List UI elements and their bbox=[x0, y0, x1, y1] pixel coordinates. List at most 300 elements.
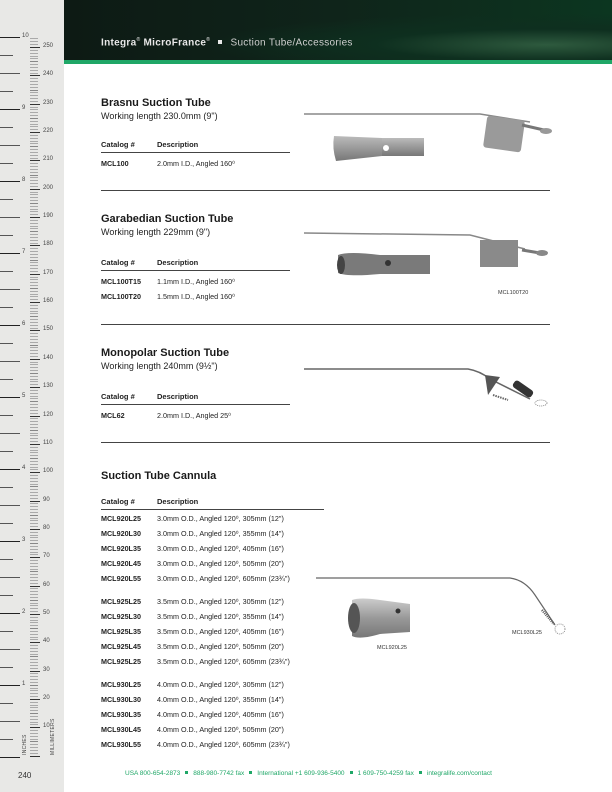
mm-tick bbox=[30, 311, 38, 312]
image-caption: MCL920L25 bbox=[377, 645, 407, 651]
table-row: MCL62 2.0mm I.D., Angled 25⁰ bbox=[101, 411, 231, 420]
inch-tick bbox=[0, 361, 20, 362]
inch-tick bbox=[0, 73, 20, 74]
table-row: MCL925L30 3.5mm O.D., Angled 120⁰, 355mm (14") bbox=[101, 612, 284, 621]
table-row: MCL925L25 3.5mm O.D., Angled 120⁰, 305mm (12") bbox=[101, 597, 284, 606]
mm-tick bbox=[30, 223, 38, 224]
mm-tick bbox=[30, 546, 38, 547]
mm-label: 240 bbox=[43, 71, 54, 78]
table-row: MCL920L45 3.0mm O.D., Angled 120⁰, 505mm (20") bbox=[101, 559, 284, 568]
mm-tick bbox=[30, 279, 38, 280]
mm-tick bbox=[30, 390, 38, 391]
cannula-heading bbox=[101, 470, 216, 482]
table-row: MCL930L35 4.0mm O.D., Angled 120⁰, 405mm (16") bbox=[101, 710, 284, 719]
mm-tick bbox=[30, 160, 40, 161]
mm-label: 250 bbox=[43, 43, 54, 49]
mm-tick bbox=[30, 518, 38, 519]
inch-tick bbox=[0, 289, 20, 290]
inches-label: INCHES bbox=[22, 734, 28, 755]
mm-tick bbox=[30, 398, 38, 399]
mm-tick bbox=[30, 444, 40, 445]
inch-tick bbox=[0, 217, 20, 218]
inch-label: 3 bbox=[22, 537, 26, 543]
inch-tick bbox=[0, 757, 20, 758]
mm-tick bbox=[30, 591, 38, 592]
mm-tick bbox=[30, 673, 38, 674]
mm-tick bbox=[30, 245, 40, 246]
mm-tick bbox=[30, 367, 38, 368]
mm-tick bbox=[30, 690, 38, 691]
mm-tick bbox=[30, 447, 38, 448]
mm-tick bbox=[30, 478, 38, 479]
inch-tick bbox=[0, 253, 20, 254]
mm-tick bbox=[30, 186, 38, 187]
mm-tick bbox=[30, 580, 38, 581]
mm-tick bbox=[30, 501, 40, 502]
mm-tick bbox=[30, 600, 38, 601]
mm-tick bbox=[30, 226, 38, 227]
mm-tick bbox=[30, 194, 38, 195]
mm-tick bbox=[30, 364, 38, 365]
mm-label: 40 bbox=[43, 638, 50, 645]
mm-label: 90 bbox=[43, 496, 50, 503]
mm-tick bbox=[30, 549, 38, 550]
mm-tick bbox=[30, 302, 40, 303]
mm-label: 120 bbox=[43, 411, 54, 418]
mm-tick bbox=[30, 489, 38, 490]
mm-tick bbox=[30, 214, 38, 215]
mm-tick bbox=[30, 333, 38, 334]
mm-tick bbox=[30, 458, 38, 459]
mm-tick bbox=[30, 146, 38, 147]
table-row: MCL920L25 3.0mm O.D., Angled 120⁰, 305mm (12") bbox=[101, 514, 284, 523]
header-section: Suction Tube/Accessories bbox=[230, 37, 353, 49]
mm-label: 190 bbox=[43, 213, 54, 220]
mm-tick bbox=[30, 373, 38, 374]
section-title: Monopolar Suction Tube bbox=[101, 347, 230, 359]
mm-tick bbox=[30, 47, 40, 48]
mm-tick bbox=[30, 421, 38, 422]
mm-tick bbox=[30, 92, 38, 93]
table-row: MCL920L35 3.0mm O.D., Angled 120⁰, 405mm (16") bbox=[101, 544, 284, 553]
mm-tick bbox=[30, 560, 38, 561]
inch-tick bbox=[0, 487, 13, 488]
table-row: MCL920L55 3.0mm O.D., Angled 120⁰, 605mm (23¾") bbox=[101, 574, 290, 583]
table-header: Catalog # Description bbox=[101, 392, 290, 405]
inch-tick bbox=[0, 325, 20, 326]
mm-tick bbox=[30, 554, 38, 555]
mm-tick bbox=[30, 571, 38, 572]
mm-tick bbox=[30, 682, 38, 683]
mm-tick bbox=[30, 614, 40, 615]
mm-tick bbox=[30, 668, 38, 669]
mm-tick bbox=[30, 588, 38, 589]
inch-label: 5 bbox=[22, 393, 26, 399]
mm-tick bbox=[30, 741, 38, 742]
mm-tick bbox=[30, 532, 38, 533]
mm-tick bbox=[30, 648, 38, 649]
mm-tick bbox=[30, 384, 38, 385]
mm-tick bbox=[30, 597, 38, 598]
table-row: MCL925L45 3.5mm O.D., Angled 120⁰, 505mm (20") bbox=[101, 642, 284, 651]
mm-tick bbox=[30, 291, 38, 292]
mm-tick bbox=[30, 679, 38, 680]
mm-tick bbox=[30, 566, 38, 567]
mm-tick bbox=[30, 78, 38, 79]
mm-tick bbox=[30, 730, 38, 731]
mm-tick bbox=[30, 262, 38, 263]
mm-tick bbox=[30, 724, 38, 725]
mm-tick bbox=[30, 129, 38, 130]
brasnu-heading bbox=[101, 97, 218, 121]
mm-tick bbox=[30, 101, 38, 102]
inch-label: 10 bbox=[22, 33, 29, 39]
mm-tick bbox=[30, 53, 38, 54]
mm-tick bbox=[30, 328, 38, 329]
mm-tick bbox=[30, 506, 38, 507]
inch-tick bbox=[0, 577, 20, 578]
brasnu-table bbox=[101, 140, 290, 171]
mm-tick bbox=[30, 631, 38, 632]
mm-tick bbox=[30, 710, 38, 711]
mm-tick bbox=[30, 569, 38, 570]
mm-tick bbox=[30, 401, 38, 402]
mm-tick bbox=[30, 727, 40, 728]
mm-tick bbox=[30, 87, 38, 88]
mm-tick bbox=[30, 435, 38, 436]
inch-tick bbox=[0, 127, 13, 128]
mm-tick bbox=[30, 288, 38, 289]
footer-usa-phone: USA 800-654-2873 bbox=[125, 770, 181, 777]
mm-tick bbox=[30, 540, 38, 541]
mm-tick bbox=[30, 529, 40, 530]
garabedian-tube-image bbox=[300, 225, 612, 295]
inch-tick bbox=[0, 685, 20, 686]
image-caption: MCL930L25 bbox=[512, 630, 542, 636]
monopolar-tube-image bbox=[290, 355, 590, 415]
section-title: Suction Tube Cannula bbox=[101, 470, 217, 482]
mm-tick bbox=[30, 308, 38, 309]
inch-tick bbox=[0, 415, 13, 416]
mm-tick bbox=[30, 362, 38, 363]
mm-label: 170 bbox=[43, 269, 54, 276]
monopolar-heading bbox=[101, 347, 229, 371]
mm-label: 160 bbox=[43, 298, 54, 305]
mm-tick bbox=[30, 75, 40, 76]
mm-tick bbox=[30, 138, 38, 139]
mm-tick bbox=[30, 84, 38, 85]
mm-tick bbox=[30, 461, 38, 462]
mm-tick bbox=[30, 294, 38, 295]
mm-tick bbox=[30, 543, 38, 544]
mm-tick bbox=[30, 662, 38, 663]
inch-label: 4 bbox=[22, 465, 26, 471]
mm-tick bbox=[30, 98, 38, 99]
mm-tick bbox=[30, 95, 38, 96]
mm-tick bbox=[30, 634, 38, 635]
mm-tick bbox=[30, 387, 40, 388]
mm-tick bbox=[30, 124, 38, 125]
inch-tick bbox=[0, 595, 13, 596]
mm-tick bbox=[30, 481, 38, 482]
mm-tick bbox=[30, 472, 40, 473]
mm-tick bbox=[30, 625, 38, 626]
mm-tick bbox=[30, 603, 38, 604]
mm-tick bbox=[30, 141, 38, 142]
mm-tick bbox=[30, 166, 38, 167]
inch-tick bbox=[0, 739, 13, 740]
inch-tick bbox=[0, 379, 13, 380]
mm-tick bbox=[30, 651, 38, 652]
mm-tick bbox=[30, 243, 38, 244]
mm-tick bbox=[30, 611, 38, 612]
mm-label: 140 bbox=[43, 354, 54, 361]
mm-label: 220 bbox=[43, 128, 54, 135]
mm-tick bbox=[30, 248, 38, 249]
section-subtitle: Working length 230.0mm (9") bbox=[101, 111, 218, 121]
mm-tick bbox=[30, 109, 38, 110]
mm-tick bbox=[30, 452, 38, 453]
mm-label: 130 bbox=[43, 383, 54, 390]
mm-tick bbox=[30, 671, 40, 672]
mm-tick bbox=[30, 206, 38, 207]
mm-tick bbox=[30, 381, 38, 382]
inch-tick bbox=[0, 721, 20, 722]
mm-label: 80 bbox=[43, 524, 50, 531]
mm-label: 60 bbox=[43, 581, 50, 588]
footer-fax: 888-980-7742 fax bbox=[193, 770, 245, 777]
mm-tick bbox=[30, 563, 38, 564]
mm-tick bbox=[30, 277, 38, 278]
mm-tick bbox=[30, 620, 38, 621]
section-title: Brasnu Suction Tube bbox=[101, 97, 211, 109]
mm-tick bbox=[30, 716, 38, 717]
mm-tick bbox=[30, 152, 38, 153]
table-row: MCL930L25 4.0mm O.D., Angled 120⁰, 305mm (12") bbox=[101, 680, 284, 689]
table-header: Catalog # Description bbox=[101, 497, 324, 510]
cannula-table bbox=[101, 497, 324, 752]
inch-label: 8 bbox=[22, 177, 26, 183]
mm-tick bbox=[30, 583, 38, 584]
mm-tick bbox=[30, 155, 38, 156]
mm-tick bbox=[30, 416, 40, 417]
mm-tick bbox=[30, 228, 38, 229]
inch-tick bbox=[0, 523, 13, 524]
inch-tick bbox=[0, 37, 20, 38]
table-header: Catalog # Description bbox=[101, 258, 290, 271]
mm-tick bbox=[30, 410, 38, 411]
header-accent-bar bbox=[64, 60, 612, 64]
mm-label: 110 bbox=[43, 439, 53, 446]
mm-tick bbox=[30, 450, 38, 451]
table-row: MCL930L55 4.0mm O.D., Angled 120⁰, 605mm (23¾") bbox=[101, 740, 290, 749]
mm-tick bbox=[30, 495, 38, 496]
mm-tick bbox=[30, 469, 38, 470]
mm-tick bbox=[30, 654, 38, 655]
inch-tick bbox=[0, 145, 20, 146]
inch-tick bbox=[0, 505, 20, 506]
mm-tick bbox=[30, 557, 40, 558]
mm-tick bbox=[30, 271, 38, 272]
mm-tick bbox=[30, 44, 38, 45]
mm-tick bbox=[30, 118, 38, 119]
mm-tick bbox=[30, 659, 38, 660]
mm-tick bbox=[30, 192, 38, 193]
mm-tick bbox=[30, 702, 38, 703]
mm-tick bbox=[30, 376, 38, 377]
mm-tick bbox=[30, 577, 38, 578]
mm-tick bbox=[30, 319, 38, 320]
mm-tick bbox=[30, 61, 38, 62]
mm-tick bbox=[30, 350, 38, 351]
inch-tick bbox=[0, 91, 13, 92]
inch-label: 1 bbox=[22, 681, 26, 687]
mm-tick bbox=[30, 183, 38, 184]
mm-tick bbox=[30, 305, 38, 306]
inch-tick bbox=[0, 433, 20, 434]
mm-tick bbox=[30, 628, 38, 629]
mm-label: 150 bbox=[43, 326, 54, 333]
section-subtitle: Working length 229mm (9") bbox=[101, 227, 211, 237]
mm-tick bbox=[30, 67, 38, 68]
garabedian-heading bbox=[101, 213, 233, 237]
section-divider bbox=[101, 442, 550, 443]
inch-label: 9 bbox=[22, 105, 26, 111]
mm-label: 50 bbox=[43, 609, 50, 616]
mm-tick bbox=[30, 251, 38, 252]
table-header: Catalog # Description bbox=[101, 140, 290, 153]
mm-tick bbox=[30, 107, 38, 108]
page-header bbox=[64, 0, 612, 64]
mm-tick bbox=[30, 733, 38, 734]
mm-tick bbox=[30, 427, 38, 428]
inch-tick bbox=[0, 469, 20, 470]
footer-intl-fax: 1 609-750-4259 fax bbox=[357, 770, 414, 777]
contact-footer bbox=[125, 770, 492, 777]
mm-tick bbox=[30, 665, 38, 666]
mm-label: 180 bbox=[43, 241, 54, 248]
mm-tick bbox=[30, 231, 38, 232]
mm-tick bbox=[30, 158, 38, 159]
mm-tick bbox=[30, 637, 38, 638]
mm-label: 20 bbox=[43, 694, 50, 701]
inch-tick bbox=[0, 667, 13, 668]
mm-tick bbox=[30, 552, 38, 553]
mm-tick bbox=[30, 330, 40, 331]
mm-tick bbox=[30, 203, 38, 204]
mm-tick bbox=[30, 645, 38, 646]
mm-tick bbox=[30, 756, 40, 757]
monopolar-table bbox=[101, 392, 290, 423]
mm-label: 70 bbox=[43, 553, 50, 560]
mm-tick bbox=[30, 509, 38, 510]
inch-tick bbox=[0, 109, 20, 110]
mm-tick bbox=[30, 58, 38, 59]
mm-tick bbox=[30, 112, 38, 113]
table-row: MCL920L30 3.0mm O.D., Angled 120⁰, 355mm (14") bbox=[101, 529, 284, 538]
section-divider bbox=[101, 190, 550, 191]
mm-tick bbox=[30, 197, 38, 198]
inch-tick bbox=[0, 649, 20, 650]
mm-tick bbox=[30, 379, 38, 380]
mm-tick bbox=[30, 104, 40, 105]
mm-tick bbox=[30, 353, 38, 354]
mm-tick bbox=[30, 163, 38, 164]
mm-tick bbox=[30, 750, 38, 751]
mm-tick bbox=[30, 594, 38, 595]
inch-tick bbox=[0, 541, 20, 542]
table-row: MCL100T20 1.5mm I.D., Angled 160⁰ bbox=[101, 292, 235, 301]
mm-label: 230 bbox=[43, 99, 54, 106]
mm-tick bbox=[30, 642, 40, 643]
mm-tick bbox=[30, 260, 38, 261]
mm-tick bbox=[30, 149, 38, 150]
mm-tick bbox=[30, 296, 38, 297]
mm-tick bbox=[30, 359, 40, 360]
mm-tick bbox=[30, 322, 38, 323]
mm-tick bbox=[30, 268, 38, 269]
mm-tick bbox=[30, 693, 38, 694]
mm-tick bbox=[30, 404, 38, 405]
mm-tick bbox=[30, 285, 38, 286]
mm-tick bbox=[30, 486, 38, 487]
mm-tick bbox=[30, 177, 38, 178]
footer-intl-phone: International +1 609-936-5400 bbox=[257, 770, 345, 777]
mm-tick bbox=[30, 515, 38, 516]
mm-tick bbox=[30, 370, 38, 371]
mm-tick bbox=[30, 265, 38, 266]
table-row: MCL100 2.0mm I.D., Angled 160⁰ bbox=[101, 159, 235, 168]
footer-website-link[interactable]: integralife.com/contact bbox=[426, 770, 492, 777]
mm-tick bbox=[30, 688, 38, 689]
mm-tick bbox=[30, 189, 40, 190]
mm-tick bbox=[30, 537, 38, 538]
table-row: MCL100T15 1.1mm I.D., Angled 160⁰ bbox=[101, 277, 235, 286]
mm-tick bbox=[30, 135, 38, 136]
mm-tick bbox=[30, 316, 38, 317]
mm-tick bbox=[30, 713, 38, 714]
mm-tick bbox=[30, 467, 38, 468]
mm-tick bbox=[30, 172, 38, 173]
mm-tick bbox=[30, 396, 38, 397]
mm-tick bbox=[30, 90, 38, 91]
mm-tick bbox=[30, 705, 38, 706]
mm-tick bbox=[30, 464, 38, 465]
table-row: MCL925L35 3.5mm O.D., Angled 120⁰, 405mm (16") bbox=[101, 627, 284, 636]
mm-tick bbox=[30, 605, 38, 606]
brand-microfrance: MicroFrance bbox=[143, 37, 207, 49]
mm-tick bbox=[30, 739, 38, 740]
inch-tick bbox=[0, 451, 13, 452]
inch-tick bbox=[0, 181, 20, 182]
mm-tick bbox=[30, 347, 38, 348]
brand-integra: Integra bbox=[101, 37, 137, 49]
mm-tick bbox=[30, 38, 38, 39]
mm-tick bbox=[30, 240, 38, 241]
mm-tick bbox=[30, 719, 38, 720]
mm-tick bbox=[30, 520, 38, 521]
mm-tick bbox=[30, 455, 38, 456]
mm-tick bbox=[30, 217, 40, 218]
header-title: Integra® MicroFrance® Suction Tube/Accessories bbox=[101, 37, 353, 49]
mm-tick bbox=[30, 180, 38, 181]
bullet-square-icon bbox=[249, 771, 252, 774]
mm-tick bbox=[30, 492, 38, 493]
mm-label: 200 bbox=[43, 184, 54, 191]
measurement-ruler bbox=[0, 0, 64, 792]
mm-tick bbox=[30, 523, 38, 524]
mm-tick bbox=[30, 622, 38, 623]
